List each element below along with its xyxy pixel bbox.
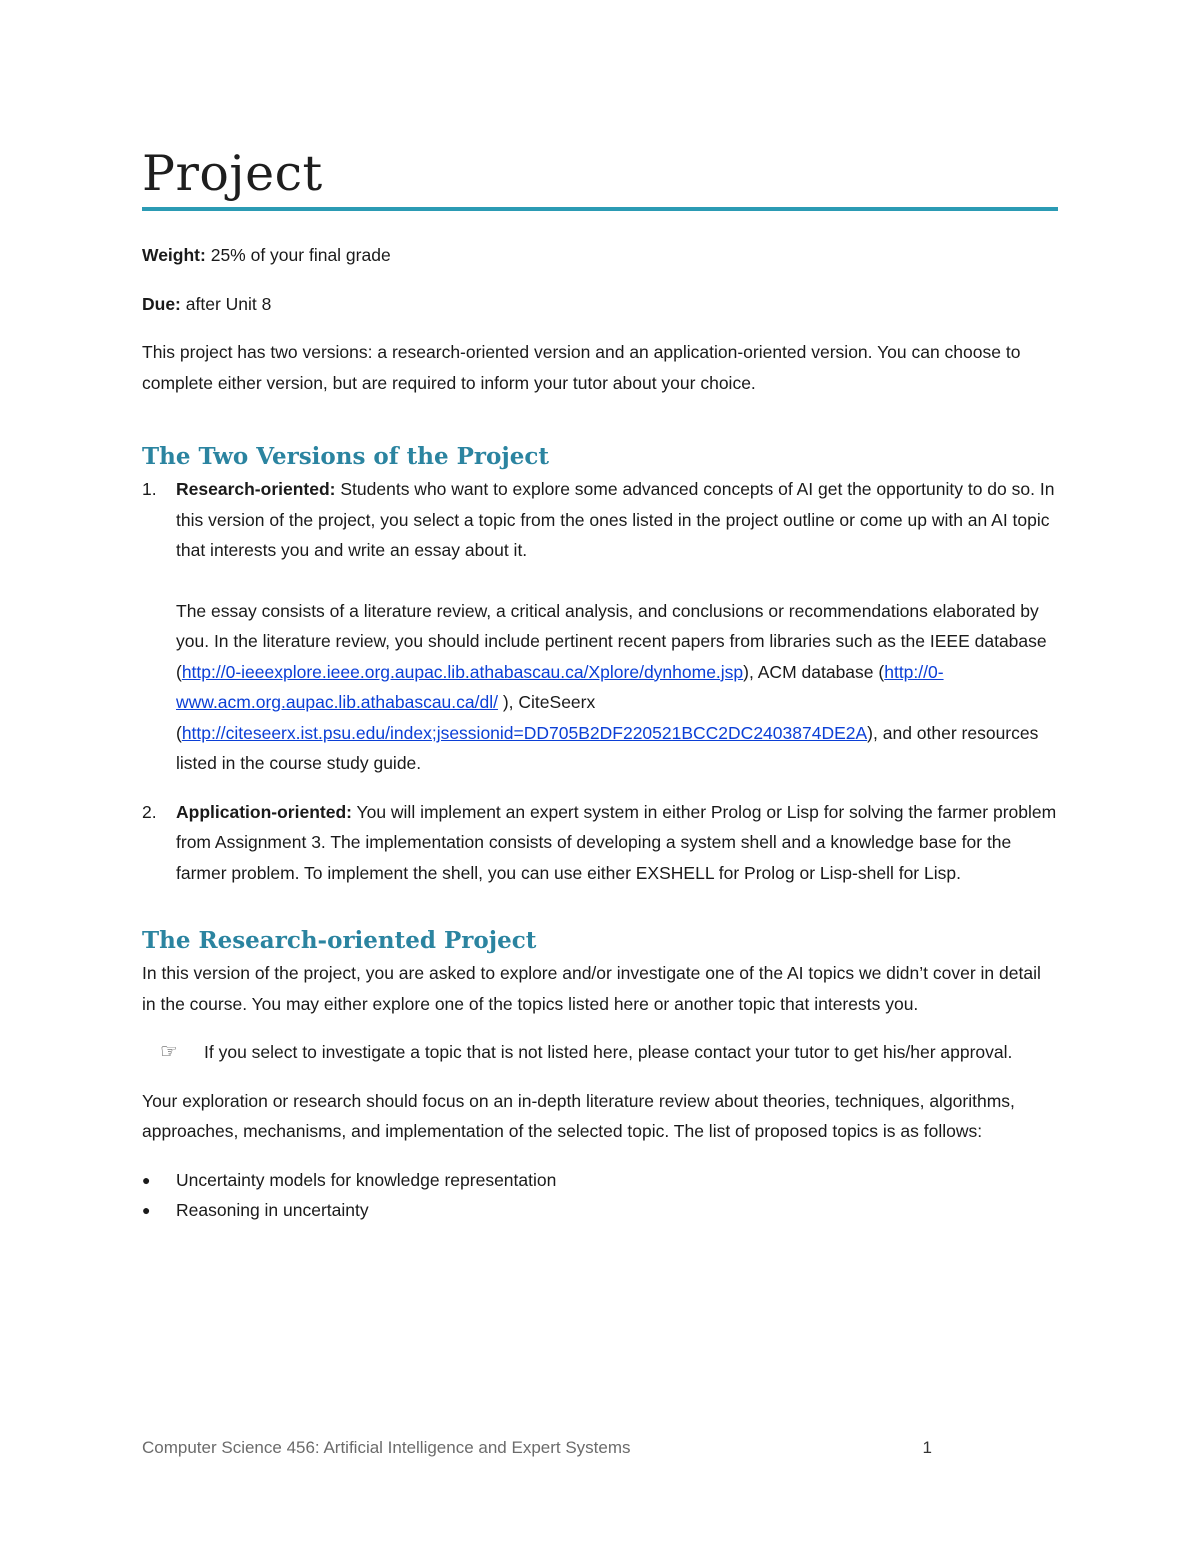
essay-description <box>176 596 1058 779</box>
application-label: Application-oriented: <box>176 801 352 822</box>
section-heading-research: The Research-oriented Project <box>142 927 537 954</box>
essay-text-2: ), ACM database ( <box>743 661 885 682</box>
document-body <box>142 240 1058 1226</box>
weight-label: Weight: <box>142 245 206 265</box>
section-heading-versions: The Two Versions of the Project <box>142 443 549 470</box>
note-text: If you select to investigate a topic that is not listed here, please contact your tutor to get his/her approval. <box>204 1042 1013 1062</box>
list-number: 1. <box>142 479 157 499</box>
topics-intro-paragraph: Your exploration or research should focus on an in-depth literature review about theories, techniques, algorithms, approaches, mechanisms, and implementation of the selected topic. The list of proposed topics is as follows: <box>142 1090 1015 1141</box>
essay-text-3: ), CiteSeerx ( <box>176 692 596 743</box>
versions-list <box>142 474 1058 888</box>
due-label: Due: <box>142 293 181 314</box>
ieee-link[interactable]: http://0-ieeexplore.ieee.org.aupac.lib.athabascau.ca/Xplore/dynhome.jsp <box>181 661 744 682</box>
research-description <box>176 474 1058 566</box>
application-text: You will implement an expert system in either Prolog or Lisp for solving the farmer problem from Assignment 3. The implementation consists of developing a system shell and a knowledge base for the farmer problem. To implement the shell, you can use either EXSHELL for Prolog or Lisp-shell for Lisp. <box>176 801 1057 883</box>
list-item-application <box>142 797 1058 889</box>
footer-course: Computer Science 456: Artificial Intelligence and Expert Systems <box>142 1438 631 1457</box>
page-number: 1 <box>922 1438 932 1457</box>
research-text: Students who want to explore some advanced concepts of AI get the opportunity to do so. In this version of the project, you select a topic from the ones listed in the project outline or come up with an AI topic that interests you and write an essay about it. <box>176 479 1055 560</box>
list-item <box>142 1195 1058 1226</box>
title-underline <box>142 207 1058 211</box>
topics-list <box>142 1165 1058 1226</box>
due-value: after Unit 8 <box>180 293 272 314</box>
essay-text-1: The essay consists of a literature review, a critical analysis, and conclusions or recommendations elaborated by you. In the literature review, you should include pertinent recent papers from libraries such as the IEEE database ( <box>176 600 1047 682</box>
tutor-note <box>142 1037 1058 1068</box>
page-footer <box>142 1435 932 1461</box>
list-item-research <box>142 474 1058 779</box>
intro-paragraph: This project has two versions: a research-oriented version and an application-oriented version. You can choose to complete either version, but are required to inform your tutor about your choice. <box>142 342 1021 393</box>
document-page <box>142 0 1058 1553</box>
weight-line <box>142 240 1058 271</box>
page-title: Project <box>142 145 323 202</box>
list-item <box>142 1165 1058 1196</box>
list-number: 2. <box>142 801 157 822</box>
research-label: Research-oriented: <box>176 479 336 499</box>
weight-value: 25% of your final grade <box>205 245 391 265</box>
essay-text-4: ), and other resources listed in the course study guide. <box>176 722 1039 773</box>
pointing-hand-icon: ☞ <box>160 1041 178 1063</box>
acm-link[interactable]: http://0-www.acm.org.aupac.lib.athabascau.ca/dl/ <box>176 661 944 712</box>
topic-text: Uncertainty models for knowledge representation <box>176 1169 557 1190</box>
application-description <box>176 797 1058 889</box>
bullet-icon: ● <box>142 1202 151 1218</box>
bullet-icon: ● <box>142 1171 151 1188</box>
research-intro-paragraph: In this version of the project, you are asked to explore and/or investigate one of the AI topics we didn’t cover in detail in the course. You may either explore one of the topics listed here or another topic that interests you. <box>142 963 1041 1014</box>
topic-text: Reasoning in uncertainty <box>176 1200 369 1220</box>
due-line <box>142 289 1058 320</box>
citeseerx-link[interactable]: http://citeseerx.ist.psu.edu/index;jsessionid=DD705B2DF220521BCC2DC2403874DE2A <box>181 722 868 743</box>
